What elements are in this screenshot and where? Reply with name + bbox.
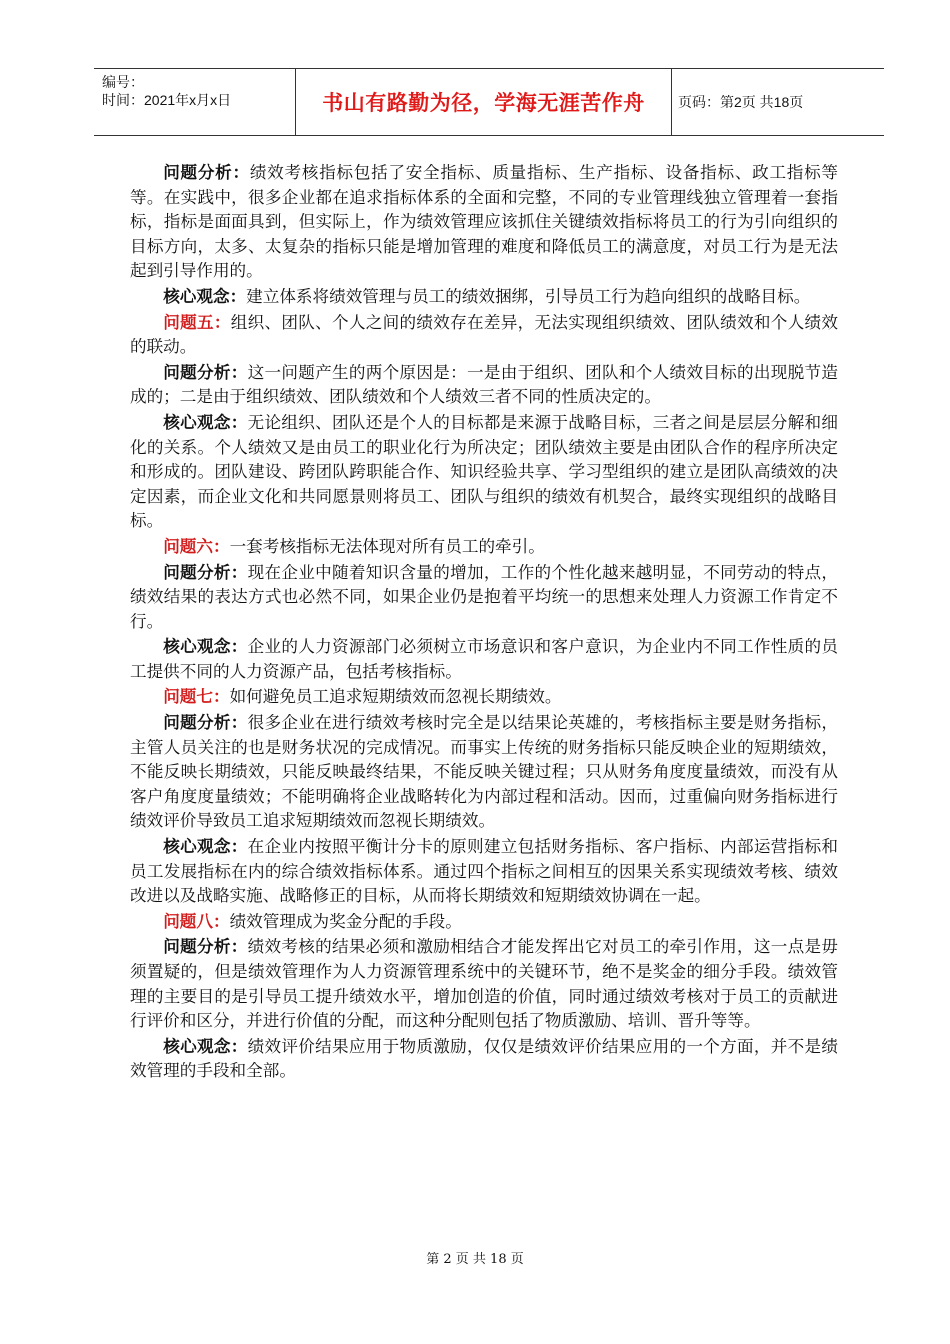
number-label: 编号：	[102, 74, 144, 90]
paragraph-core	[130, 284, 838, 310]
paragraph-label-separator: ：	[230, 1035, 248, 1056]
paragraph-label: 问题分析	[163, 361, 231, 382]
paragraph-text: 现在企业中随着知识含量的增加，工作的个性化越来越明显，不同劳动的特点，绩效结果的表达方式也必然不同，如果企业仍是抱着平均统一的思想来处理人力资源工作肯定不行。	[130, 562, 839, 631]
paragraph-label: 问题八	[163, 910, 213, 931]
paragraph-label: 问题分析	[163, 162, 233, 182]
paragraph-label-separator: ：	[212, 535, 230, 556]
paragraph-label: 问题分析	[163, 561, 231, 582]
paragraph-label-separator: ：	[212, 910, 230, 931]
paragraph-label-separator: ：	[229, 285, 247, 306]
motto-text: 书山有路勤为径，学海无涯苦作舟	[322, 91, 645, 115]
page-label: 页码：第2页 共18页	[678, 94, 804, 110]
paragraph-label: 核心观念	[163, 1035, 231, 1056]
paragraph-label-separator: ：	[230, 636, 248, 657]
time-label: 时间：2021年x月x日	[102, 92, 232, 108]
paragraph-label: 问题七	[163, 686, 213, 707]
paragraph-text: 组织、团队、个人之间的绩效存在差异，无法实现组织绩效、团队绩效和个人绩效的联动。	[130, 312, 839, 357]
page-footer: 第 2 页 共 18 页	[426, 1252, 524, 1267]
paragraph-label: 问题分析	[163, 936, 231, 957]
paragraph-core	[130, 834, 838, 909]
paragraph-text: 企业的人力资源部门必须树立市场意识和客户意识，为企业内不同工作性质的员工提供不同的人力资源产品，包括考核指标。	[130, 637, 839, 681]
paragraph-label: 核心观念	[163, 836, 231, 857]
paragraph-text: 很多企业在进行绩效考核时完全是以结果论英雄的，考核指标主要是财务指标，主管人员关注的也是财务状况的完成情况。而事实上传统的财务指标只能反映企业的短期绩效，不能反映长期绩效，只能反映最终结果，不能反映关键过程；只从财务角度度量绩效，而没有从客户角度度量绩效；不能明确将企业战略转化为内部过程和活动。因而，过重偏向财务指标进行绩效评价导致员工追求短期绩效而忽视长期绩效。	[130, 713, 839, 831]
paragraph-label: 问题五	[163, 311, 214, 332]
paragraph-text: 绩效管理成为奖金分配的手段。	[229, 911, 462, 931]
paragraph-analysis	[130, 360, 838, 410]
paragraph-question	[130, 909, 838, 935]
paragraph-label-separator: ：	[230, 836, 248, 857]
paragraph-label-separator: ：	[230, 411, 248, 432]
document-body	[130, 160, 838, 1084]
paragraph-question	[130, 684, 838, 710]
paragraph-label: 核心观念	[163, 411, 231, 432]
paragraph-core	[130, 1034, 838, 1084]
paragraph-analysis	[130, 934, 838, 1033]
header-page-cell	[672, 69, 884, 135]
paragraph-label-separator: ：	[230, 561, 248, 582]
paragraph-label: 问题分析	[163, 712, 231, 733]
paragraph-question	[130, 534, 838, 560]
paragraph-label-separator: ：	[230, 712, 248, 733]
paragraph-text: 在企业内按照平衡计分卡的原则建立包括财务指标、客户指标、内部运营指标和员工发展指标在内的综合绩效指标体系。通过四个指标之间相互的因果关系实现绩效考核、绩效改进以及战略实施、战略修正的目标，从而将长期绩效和短期绩效协调在一起。	[130, 837, 839, 906]
paragraph-text: 如何避免员工追求短期绩效而忽视长期绩效。	[229, 687, 562, 707]
paragraph-analysis	[130, 560, 838, 635]
paragraph-label-separator: ：	[230, 936, 248, 957]
paragraph-core	[130, 410, 838, 534]
paragraph-label-separator: ：	[212, 686, 230, 707]
header-motto-cell	[296, 69, 672, 135]
page-header	[94, 68, 884, 136]
paragraph-label: 问题六	[163, 535, 213, 556]
paragraph-text: 绩效考核指标包括了安全指标、质量指标、生产指标、设备指标、政工指标等等。在实践中，很多企业都在追求指标体系的全面和完整，不同的专业管理线独立管理着一套指标，指标是面面具到，但实际上，作为绩效管理应该抓住关键绩效指标将员工的行为引向组织的目标方向，太多、太复杂的指标只能是增加管理的难度和降低员工的满意度，对员工行为是无法起到引导作用的。	[130, 163, 839, 281]
paragraph-text: 这一问题产生的两个原因是：一是由于组织、团队和个人绩效目标的出现脱节造成的；二是由于组织绩效、团队绩效和个人绩效三者不同的性质决定的。	[130, 362, 839, 407]
paragraph-label-separator: ：	[213, 311, 231, 332]
paragraph-label: 核心观念	[163, 636, 231, 657]
paragraph-label-separator: ：	[232, 162, 250, 182]
paragraph-core	[130, 634, 838, 684]
paragraph-text: 绩效评价结果应用于物质激励，仅仅是绩效评价结果应用的一个方面，并不是绩效管理的手段和全部。	[130, 1036, 839, 1081]
paragraph-text: 无论组织、团队还是个人的目标都是来源于战略目标，三者之间是层层分解和细化的关系。个人绩效又是由员工的职业化行为所决定；团队绩效主要是由团队合作的程序所决定和形成的。团队建设、跨团队跨职能合作、知识经验共享、学习型组织的建立是团队高绩效的决定因素，而企业文化和共同愿景则将员工、团队与组织的绩效有机契合，最终实现组织的战略目标。	[130, 412, 839, 531]
paragraph-analysis	[130, 160, 838, 284]
paragraph-analysis	[130, 710, 838, 834]
paragraph-label: 核心观念	[163, 285, 230, 306]
paragraph-text: 一套考核指标无法体现对所有员工的牵引。	[229, 536, 545, 556]
paragraph-label-separator: ：	[230, 361, 248, 382]
paragraph-text: 绩效考核的结果必须和激励相结合才能发挥出它对员工的牵引作用，这一点是毋须置疑的，但是绩效管理作为人力资源管理系统中的关键环节，绝不是奖金的细分手段。绩效管理的主要目的是引导员工提升绩效水平，增加创造的价值，同时通过绩效考核对于员工的贡献进行评价和区分，并进行价值的分配，而这种分配则包括了物质激励、培训、晋升等等。	[130, 937, 839, 1031]
paragraph-text: 建立体系将绩效管理与员工的绩效捆绑，引导员工行为趋向组织的战略目标。	[246, 286, 811, 306]
header-meta	[94, 69, 296, 135]
paragraph-question	[130, 310, 838, 360]
